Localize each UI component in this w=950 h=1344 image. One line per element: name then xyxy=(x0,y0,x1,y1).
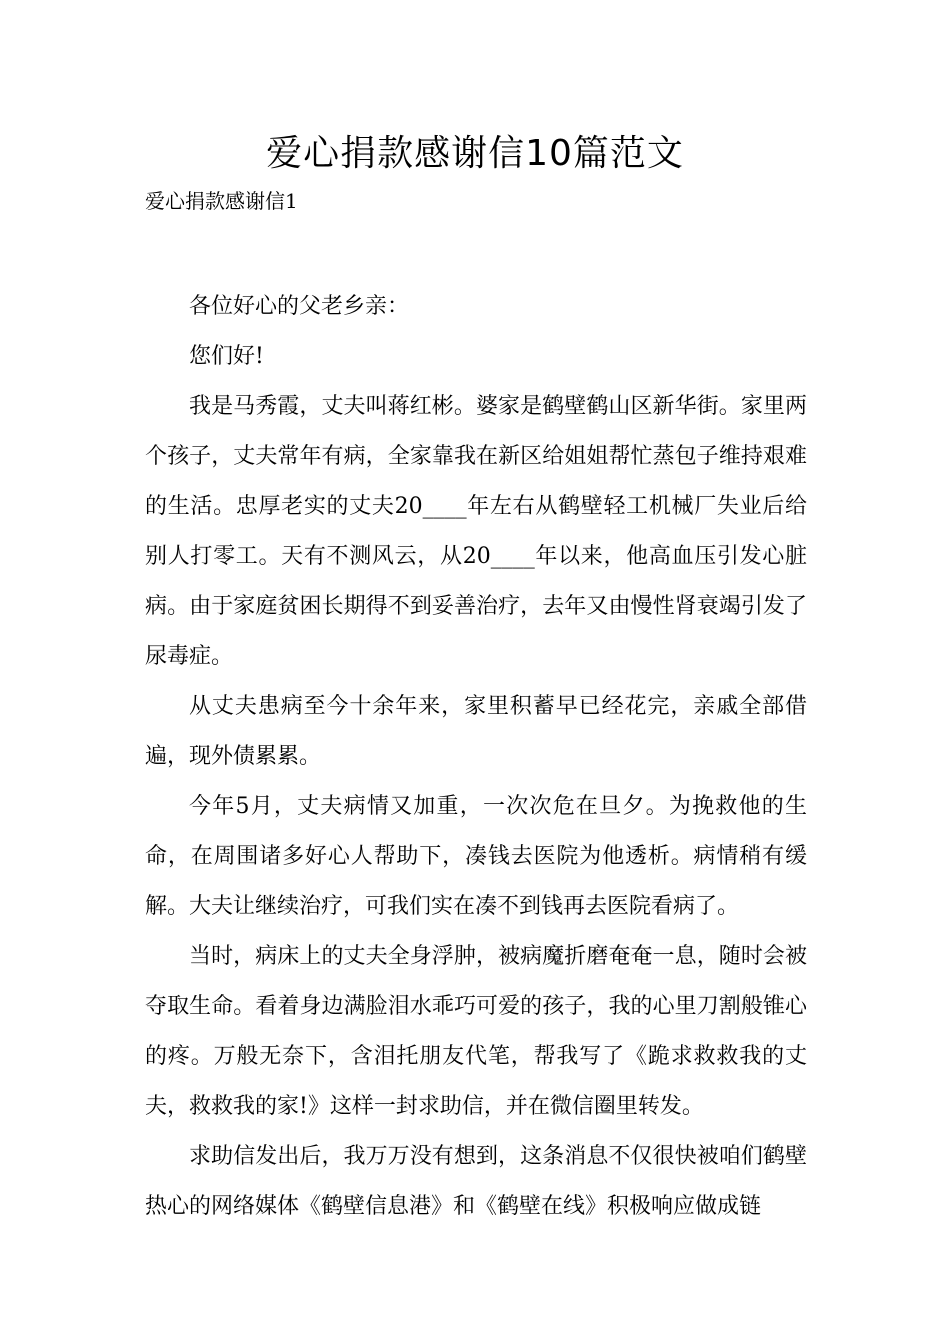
body-paragraph: 今年5月，丈夫病情又加重，一次次危在旦夕。为挽救他的生命，在周围诸多好心人帮助下，凑钱去医院为他透析。病情稍有缓解。大夫让继续治疗，可我们实在凑不到钱再去医院看病了。 xyxy=(145,794,807,919)
salutation: 各位好心的父老乡亲： xyxy=(189,294,410,319)
greeting: 您们好! xyxy=(189,344,264,369)
letter-body xyxy=(145,282,807,1232)
body-paragraph: 当时，病床上的丈夫全身浮肿，被病魔折磨奄奄一息，随时会被夺取生命。看着身边满脸泪水乖巧可爱的孩子，我的心里刀割般锥心的疼。万般无奈下，含泪托朋友代笔，帮我写了《跪求救救我的丈夫，救救我的家!》这样一封求助信，并在微信圈里转发。 xyxy=(145,944,807,1119)
document-title: 爱心捐款感谢信10篇范文 xyxy=(266,133,684,174)
document-subtitle: 爱心捐款感谢信1 xyxy=(145,189,298,213)
body-paragraph: 我是马秀霞，丈夫叫蒋红彬。婆家是鹤壁鹤山区新华街。家里两个孩子，丈夫常年有病，全家靠我在新区给姐姐帮忙蒸包子维持艰难的生活。忠厚老实的丈夫20____年左右从鹤壁轻工机械厂失业后给别人打零工。天有不测风云，从20____年以来，他高血压引发心脏病。由于家庭贫困长期得不到妥善治疗，去年又由慢性肾衰竭引发了尿毒症。 xyxy=(145,394,807,669)
body-paragraph: 求助信发出后，我万万没有想到，这条消息不仅很快被咱们鹤壁热心的网络媒体《鹤壁信息港》和《鹤壁在线》积极响应做成链 xyxy=(145,1144,807,1219)
body-paragraph: 从丈夫患病至今十余年来，家里积蓄早已经花完，亲戚全部借遍，现外债累累。 xyxy=(145,694,807,769)
